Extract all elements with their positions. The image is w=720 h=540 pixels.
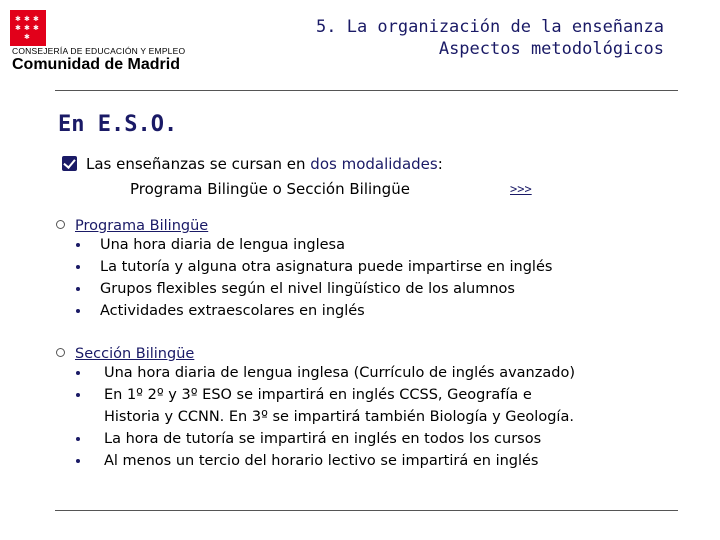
logo-subtitle: CONSEJERÍA DE EDUCACIÓN Y EMPLEO xyxy=(12,46,186,56)
list-item-text: Al menos un tercio del horario lectivo se impartirá en inglés xyxy=(104,453,539,469)
ring-bullet-icon xyxy=(56,348,65,357)
ring-bullet-icon xyxy=(56,220,65,229)
top-divider xyxy=(55,90,678,91)
section-heading: En E.S.O. xyxy=(58,112,178,137)
section-seccion-bilingue xyxy=(56,346,575,472)
section-header xyxy=(56,346,575,362)
intro-highlight: dos modalidades xyxy=(310,155,438,173)
intro-suffix: : xyxy=(437,155,443,173)
list-item xyxy=(56,362,575,384)
intro-prefix: Las enseñanzas se cursan en xyxy=(86,155,311,173)
list-item-text: Actividades extraescolares en inglés xyxy=(100,303,365,319)
list-item-text: Una hora diaria de lengua inglesa xyxy=(100,237,345,253)
title-line-2: Aspectos metodológicos xyxy=(438,39,664,59)
dot-bullet-icon xyxy=(76,309,80,313)
dot-bullet-icon xyxy=(76,393,80,397)
bottom-divider xyxy=(55,510,678,511)
list-item xyxy=(56,428,575,450)
list-item xyxy=(56,256,552,278)
list-item-text: La tutoría y alguna otra asignatura puede impartirse en inglés xyxy=(100,259,553,275)
dot-bullet-icon xyxy=(76,265,80,269)
more-link[interactable]: >>> xyxy=(510,182,532,196)
list-item-text: La hora de tutoría se impartirá en inglés en todos los cursos xyxy=(104,431,542,447)
dot-bullet-icon xyxy=(76,437,80,441)
list-item-text: Grupos flexibles según el nivel lingüístico de los alumnos xyxy=(100,281,515,297)
dot-bullet-icon xyxy=(76,459,80,463)
list-item-continuation: Historia y CCNN. En 3º se impartirá también Biología y Geología. xyxy=(104,409,574,425)
section-programa-bilingue xyxy=(56,218,552,322)
section-title-programa[interactable]: Programa Bilingüe xyxy=(75,218,209,234)
dot-bullet-icon xyxy=(76,287,80,291)
page-title xyxy=(316,16,664,60)
list-item xyxy=(56,384,575,428)
list-item xyxy=(56,450,575,472)
list-item-text: En 1º 2º y 3º ESO se impartirá en inglés CCSS, Geografía e xyxy=(104,387,532,403)
list-item xyxy=(56,234,552,256)
comunidad-madrid-logo xyxy=(10,10,220,73)
dot-bullet-icon xyxy=(76,243,80,247)
title-line-1: 5. La organización de la enseñanza xyxy=(316,17,664,37)
section-title-seccion[interactable]: Sección Bilingüe xyxy=(75,346,195,362)
madrid-flag-icon: ✱ ✱ ✱ ✱ ✱ ✱ ✱ xyxy=(10,10,46,46)
logo-name: Comunidad de Madrid xyxy=(12,56,180,73)
list-item xyxy=(56,300,552,322)
intro-line xyxy=(62,154,443,173)
list-item xyxy=(56,278,552,300)
checkbox-bullet-icon xyxy=(62,156,77,171)
section-header xyxy=(56,218,552,234)
dot-bullet-icon xyxy=(76,371,80,375)
intro-options: Programa Bilingüe o Sección Bilingüe xyxy=(130,180,410,198)
list-item-text: Una hora diaria de lengua inglesa (Currículo de inglés avanzado) xyxy=(104,365,575,381)
